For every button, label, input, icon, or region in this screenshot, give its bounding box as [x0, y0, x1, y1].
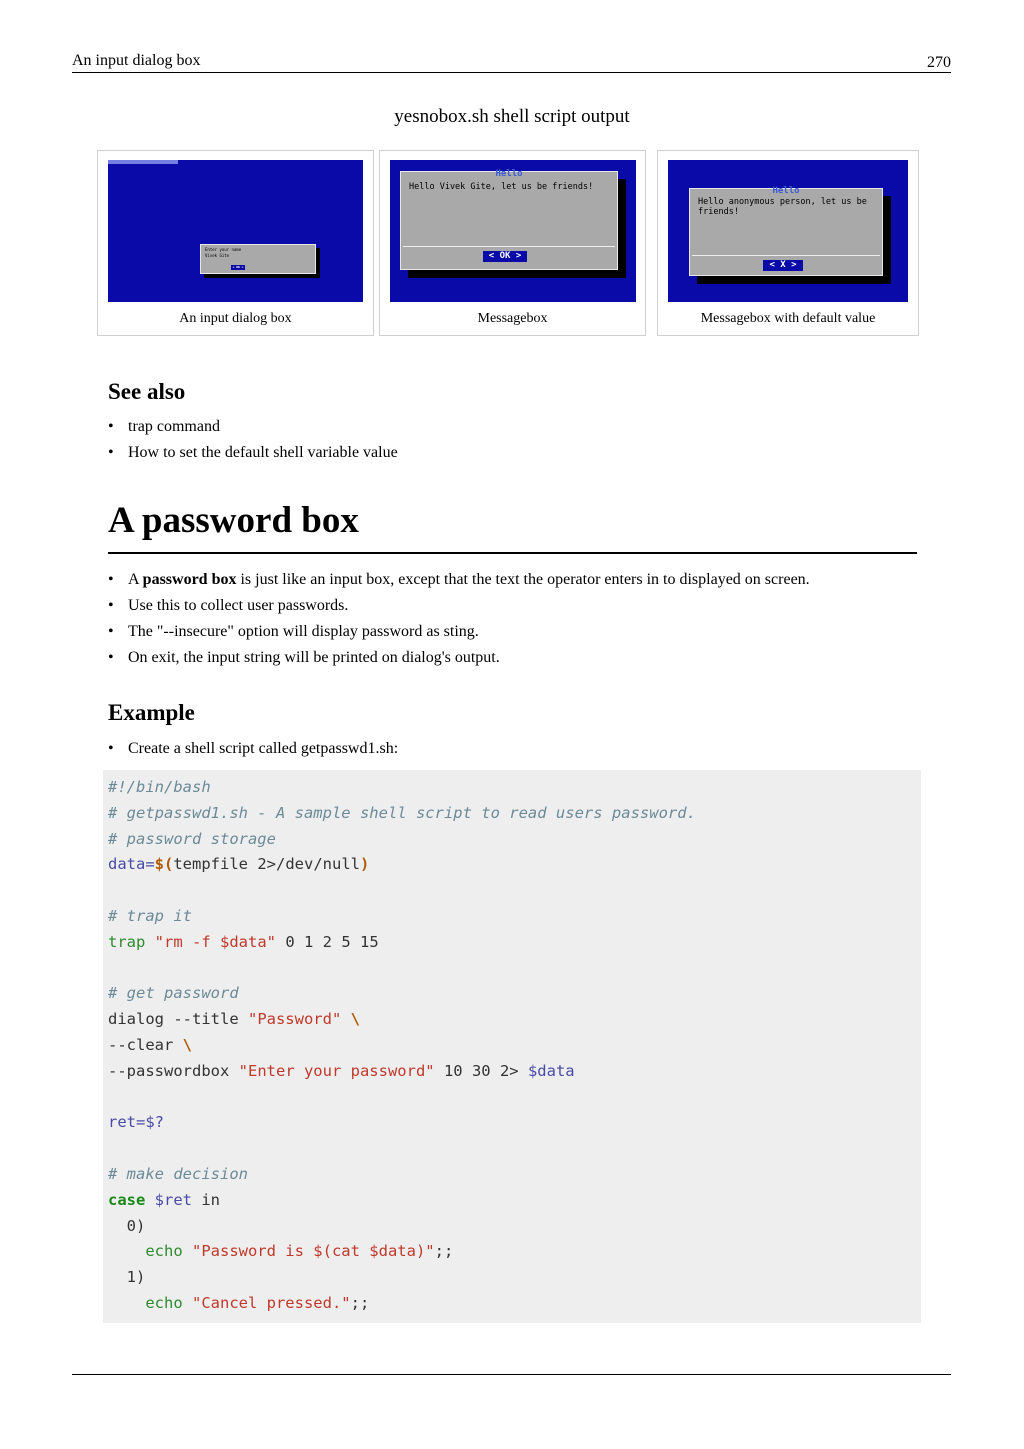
running-title: An input dialog box [72, 52, 201, 69]
page-number: 270 [927, 54, 951, 71]
bullet-item: • Use this to collect user passwords. [108, 593, 928, 619]
messagebox-default-text: Hello anonymous person, let us be friends! [698, 197, 867, 217]
input-dialog-text: Enter your name Vivek Gite [205, 247, 242, 258]
footer-rule [72, 1374, 951, 1375]
gallery-item-messagebox-default[interactable] [657, 150, 919, 336]
gallery-caption: Messagebox with default value [700, 311, 876, 326]
messagebox-default-window [689, 188, 883, 276]
example-bullets [108, 736, 398, 762]
messagebox-ok-button: < OK > [483, 251, 527, 262]
gallery-caption: Messagebox [477, 311, 548, 326]
see-also-link-default-value[interactable]: • How to set the default shell variable value [108, 440, 398, 466]
messagebox-default-separator [692, 255, 880, 256]
code-block [103, 770, 921, 1323]
bullet-item: • The "--insecure" option will display password as sting. [108, 619, 928, 645]
messagebox-window [400, 171, 618, 270]
screenshot-messagebox [390, 160, 636, 302]
gallery-title: yesnobox.sh shell script output [394, 106, 630, 127]
see-also-list [108, 414, 398, 466]
bullet-item: • A password box is just like an input box, except that the text the operator enters in to displayed on screen. [108, 567, 928, 593]
screenshot-messagebox-default [668, 160, 908, 302]
messagebox-default-title: Hello [772, 186, 800, 196]
see-also-heading: See also [108, 379, 186, 404]
input-dialog-ok-button: < OK > [232, 265, 244, 269]
input-dialog-window [200, 244, 316, 274]
page-header [72, 50, 951, 73]
bullet-item: • On exit, the input string will be printed on dialog's output. [108, 645, 928, 671]
gallery-caption: An input dialog box [179, 311, 292, 326]
section-rule [108, 552, 917, 554]
messagebox-text: Hello Vivek Gite, let us be friends! [409, 182, 594, 192]
bullet-item: • Create a shell script called getpasswd1.sh: [108, 736, 398, 762]
gallery-item-input-dialog[interactable] [97, 150, 374, 336]
example-heading: Example [108, 700, 195, 725]
bold-term: password box [142, 571, 237, 588]
messagebox-default-button: < X > [763, 260, 803, 271]
gallery-item-messagebox[interactable] [379, 150, 646, 336]
terminal-title-bar [108, 160, 178, 164]
section-title: A password box [108, 500, 359, 541]
see-also-link-trap[interactable]: • trap command [108, 414, 398, 440]
section-bullets [108, 567, 928, 671]
messagebox-title: Hello [495, 169, 523, 179]
code-listing: #!/bin/bash # getpasswd1.sh - A sample shell script to read users password. # password storage data=$(tempfile 2>/dev/null) # trap it trap "rm -f $data" 0 1 2 5 15 # get password dialog --title "Password" \ --clear \ --passwordbox "Enter your password" 10 30 2> $data ret=$? # make decision case $ret in 0) echo "Password is $(cat $data)";; 1) echo "Cancel pressed.";; [108, 778, 696, 1312]
messagebox-separator [403, 246, 615, 247]
screenshot-input-dialog [108, 160, 363, 302]
